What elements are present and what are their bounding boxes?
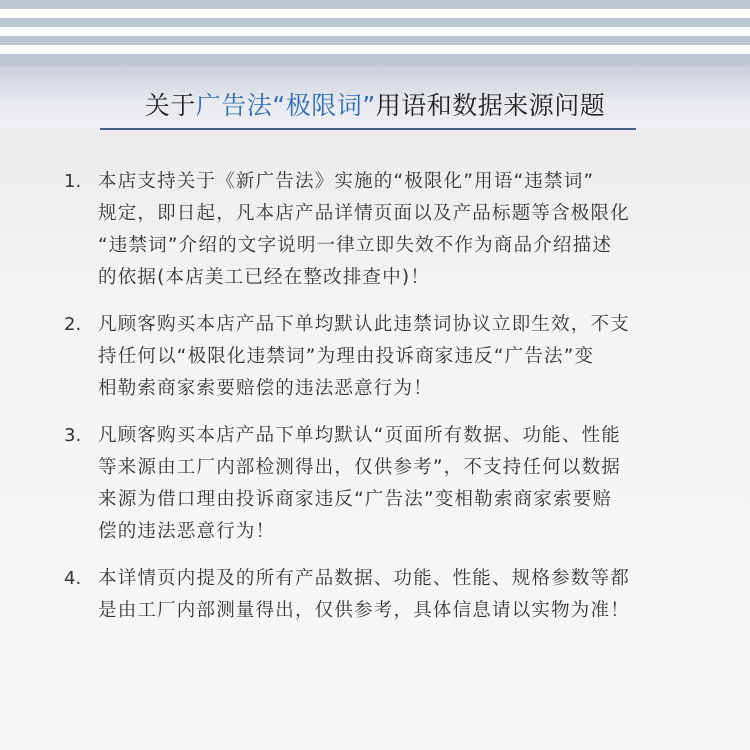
- item-number: 1.: [64, 171, 82, 192]
- title-underline: [100, 128, 636, 130]
- text-line: 持任何以“极限化违禁词”为理由投诉商家违反“广告法”变: [98, 346, 595, 367]
- list-item: [64, 420, 684, 548]
- item-number: 3.: [64, 425, 82, 446]
- text-line: 是由工厂内部测量得出，仅供参考，具体信息请以实物为准！: [98, 600, 630, 621]
- top-stripes: [0, 0, 750, 66]
- text-line: 本店支持关于《新广告法》实施的“极限化”用语“违禁词”: [98, 171, 595, 192]
- text-line: 的依据(本店美工已经在整改排查中)！: [98, 267, 431, 288]
- text-line: 凡顾客购买本店产品下单均默认“页面所有数据、功能、性能: [98, 425, 621, 446]
- list-item: [64, 166, 684, 294]
- text-line: 本详情页内提及的所有产品数据、功能、性能、规格参数等都: [98, 568, 630, 589]
- stripe: [0, 36, 750, 45]
- item-number: 4.: [64, 568, 82, 589]
- list-item: [64, 563, 684, 627]
- stripe: [0, 0, 750, 9]
- title-suffix: 用语和数据来源问题: [375, 91, 606, 120]
- title-highlight-extreme-words: “极限词”: [272, 91, 376, 120]
- item-text: [98, 309, 668, 405]
- item-text: [98, 166, 668, 294]
- item-text: [98, 563, 668, 627]
- text-line: 相勒索商家索要赔偿的违法恶意行为！: [98, 378, 433, 399]
- item-text: [98, 420, 668, 548]
- stripe: [0, 18, 750, 27]
- notice-list: [64, 166, 684, 642]
- page-title: [0, 88, 750, 124]
- text-line: 规定，即日起，凡本店产品详情页面以及产品标题等含极限化: [98, 203, 630, 224]
- list-item: [64, 309, 684, 405]
- text-line: 来源为借口理由投诉商家违反“广告法”变相勒索商家索要赔: [98, 489, 613, 510]
- text-line: “违禁词”介绍的文字说明一律立即失效不作为商品介绍描述: [98, 235, 613, 256]
- text-line: 等来源由工厂内部检测得出，仅供参考”，不支持任何以数据: [98, 457, 621, 478]
- title-highlight-ad-law: 广告法: [195, 91, 273, 120]
- text-line: 偿的违法恶意行为！: [98, 521, 276, 542]
- title-prefix: 关于: [144, 91, 196, 120]
- text-line: 凡顾客购买本店产品下单均默认此违禁词协议立即生效，不支: [98, 314, 630, 335]
- item-number: 2.: [64, 314, 82, 335]
